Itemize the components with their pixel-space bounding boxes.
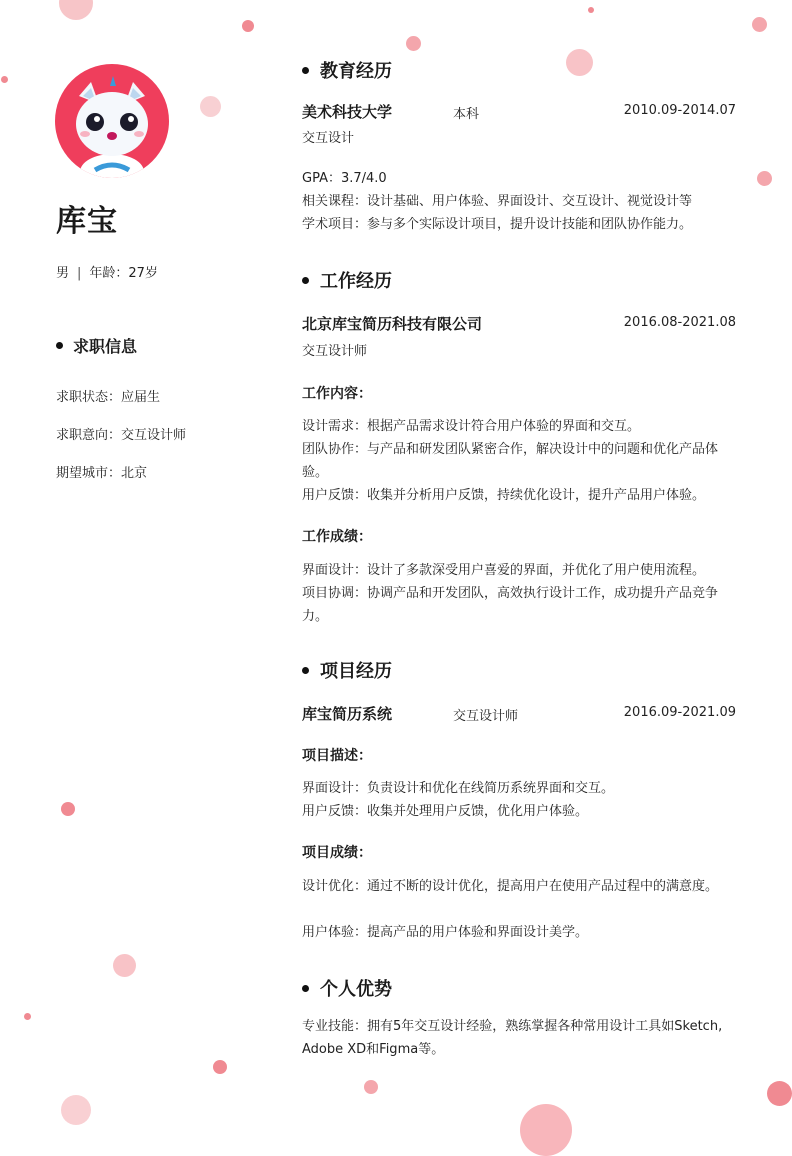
decor-dot: [242, 20, 254, 32]
education-date: 2010.09-2014.07: [623, 103, 736, 118]
work-content-item: 团队协作：与产品和研发团队紧密合作，解决设计中的问题和优化产品体验。: [302, 442, 719, 480]
project-achieve-title: 项目成绩：: [302, 845, 372, 861]
decor-dot: [767, 1081, 792, 1106]
work-row: [302, 313, 736, 333]
work-title: 工作经历: [320, 271, 392, 292]
decor-dot: [1, 76, 8, 83]
gpa: GPA：3.7/4.0: [302, 171, 387, 186]
work-achieve-title: 工作成绩：: [302, 529, 372, 545]
work-date: 2016.08-2021.08: [623, 315, 736, 330]
work-content-item: 用户反馈：收集并分析用户反馈，持续优化设计，提升产品用户体验。: [302, 488, 706, 503]
work-achievement-item: 项目协调：协调产品和开发团队，高效执行设计工作，成功提升产品竞争力。: [302, 586, 719, 624]
age: 年龄：27岁: [89, 266, 158, 281]
cat-mascot-icon: [55, 64, 169, 178]
courses: 相关课程：设计基础、用户体验、界面设计、交互设计、视觉设计等: [302, 194, 693, 209]
decor-dot: [61, 802, 75, 816]
company: 北京库宝简历科技有限公司: [302, 315, 483, 333]
strengths-heading: [302, 975, 392, 1001]
decor-dot: [520, 1104, 572, 1156]
project-date: 2016.09-2021.09: [623, 705, 736, 720]
project-title: 项目经历: [320, 661, 392, 682]
project-achievement-item: 设计优化：通过不断的设计优化，提高用户在使用产品过程中的满意度。: [302, 879, 719, 894]
separator: |: [77, 266, 82, 281]
decor-dot: [566, 49, 593, 76]
decor-dot: [24, 1013, 31, 1020]
job-status: 求职状态：应届生: [56, 390, 161, 405]
degree: 本科: [453, 107, 480, 122]
project-desc-title: 项目描述：: [302, 748, 372, 764]
project-name: 库宝简历系统: [302, 705, 393, 723]
bullet-icon: [302, 667, 309, 674]
decor-dot: [113, 954, 136, 977]
decor-dot: [752, 17, 767, 32]
project-desc-item: 界面设计：负责设计和优化在线简历系统界面和交互。: [302, 781, 615, 796]
decor-dot: [200, 96, 221, 117]
decor-dot: [59, 0, 93, 20]
bullet-icon: [302, 67, 309, 74]
project-desc-item: 用户反馈：收集并处理用户反馈，优化用户体验。: [302, 804, 589, 819]
education-title: 教育经历: [320, 61, 392, 82]
project-role: 交互设计师: [453, 709, 519, 724]
basic-info: [56, 262, 158, 281]
project-heading: [302, 657, 392, 683]
major: 交互设计: [302, 131, 355, 146]
job-intent-title: 求职信息: [73, 337, 138, 356]
bullet-icon: [56, 342, 63, 349]
academic-projects: 学术项目：参与多个实际设计项目，提升设计技能和团队协作能力。: [302, 217, 693, 232]
work-role: 交互设计师: [302, 344, 368, 359]
school: 美术科技大学: [302, 103, 393, 121]
avatar: [55, 64, 169, 178]
candidate-name: 库宝: [56, 204, 118, 239]
decor-dot: [213, 1060, 227, 1074]
job-position: 求职意向：交互设计师: [56, 428, 187, 443]
decor-dot: [588, 7, 594, 13]
job-intent-heading: [56, 334, 137, 357]
work-content-title: 工作内容：: [302, 386, 372, 402]
decor-dot: [406, 36, 421, 51]
bullet-icon: [302, 277, 309, 284]
job-city: 期望城市：北京: [56, 466, 148, 481]
work-heading: [302, 267, 392, 293]
education-heading: [302, 57, 392, 83]
bullet-icon: [302, 985, 309, 992]
decor-dot: [364, 1080, 378, 1094]
gender: 男: [56, 266, 70, 281]
project-achievement-item: 用户体验：提高产品的用户体验和界面设计美学。: [302, 925, 589, 940]
strengths-title: 个人优势: [320, 979, 392, 1000]
work-achievement-item: 界面设计：设计了多款深受用户喜爱的界面，并优化了用户使用流程。: [302, 563, 706, 578]
strengths-text: 专业技能：拥有5年交互设计经验，熟练掌握各种常用设计工具如Sketch, Adobe XD和Figma等。: [302, 1019, 723, 1057]
project-row: [302, 703, 736, 723]
decor-dot: [757, 171, 772, 186]
education-row: [302, 101, 736, 121]
work-content-item: 设计需求：根据产品需求设计符合用户体验的界面和交互。: [302, 419, 641, 434]
